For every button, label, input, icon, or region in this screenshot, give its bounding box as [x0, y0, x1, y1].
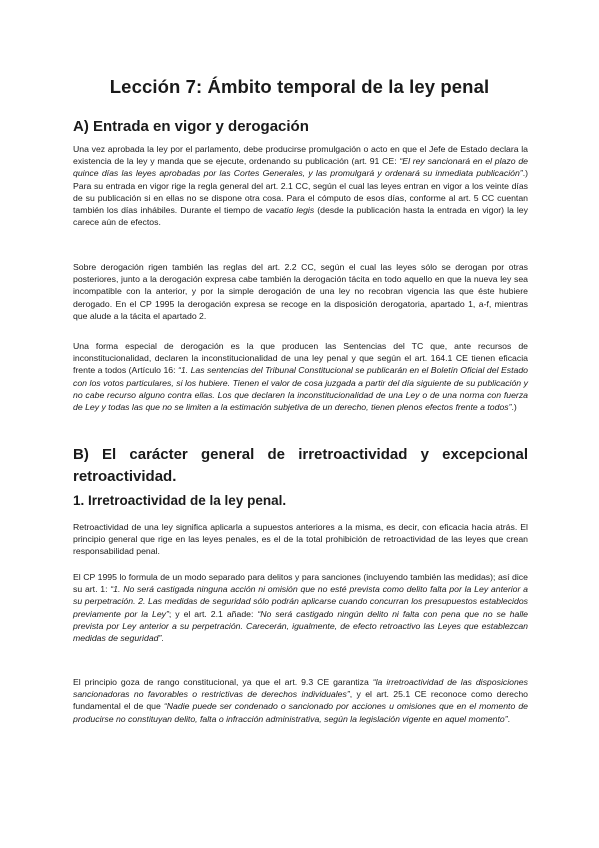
- section-b-heading: B) El carácter general de irretroactividad y excepcional retroactividad.: [73, 446, 528, 485]
- text-run: .: [507, 713, 511, 724]
- paragraph-retroactividad: [73, 521, 528, 558]
- text-run: Una vez aprobada la ley por el parlamento, debe producirse promulgación o acto en que el Jefe de Estado declara la existencia de la ley y manda que se ejecute, ordenando su publicación (art. 91 CE:: [73, 144, 528, 167]
- text-run: , y el art. 25.1 CE reconoce como derecho fundamental el de que: [73, 689, 529, 712]
- quoted-text: “1. No será castigada ninguna acción ni omisión que no esté prevista como delito falta por la Ley anterior a su perpetración. 2. Las medidas de seguridad sólo podrán aplicarse cuando concurran los presupuestos establecidos previamente por la Ley”: [73, 584, 528, 619]
- subsection-1-heading: 1. Irretroactividad de la ley penal.: [73, 493, 287, 508]
- text-run: Sobre derogación rigen también las reglas del art. 2.2 CC, según el cual las leyes sólo se derogan por otras posteriores, junto a la derogación expresa cabe también la derogación tácita en todo aquello en que la nueva ley sea incompatible con la anterior, y por la simple derogación de una ley no recobran vigencia las que éste hubiere derogado. En el CP 1995 la derogación expresa se recoge en la disposición derogatoria, apartado 1, a-f, mientras que alude a la tácita el apartado 2.: [73, 262, 528, 321]
- text-run: .: [161, 633, 164, 644]
- text-run: El CP 1995 lo formula de un modo separado para delitos y para sanciones (incluyendo también las medidas); así dice su art. 1:: [73, 572, 528, 595]
- quoted-text: “El rey sancionará en el plazo de quince días las leyes aprobadas por las Cortes Generales, y las promulgará y ordenará su inmediata publicación”: [73, 156, 528, 179]
- section-a-heading: A) Entrada en vigor y derogación: [73, 118, 309, 135]
- paragraph-entrada-en-vigor: [73, 143, 528, 228]
- paragraph-rango-constitucional: [73, 676, 528, 725]
- text-run: .): [511, 402, 517, 413]
- text-run: Retroactividad de una ley significa aplicarla a supuestos anteriores a la misma, es decir, con eficacia hacia atrás. El principio general que rige en las leyes penales, es el de la total prohibición de retroactividad de las leyes que crean responsabilidad penal.: [73, 522, 528, 557]
- text-run: Una forma especial de derogación es la que producen las Sentencias del TC que, ante recursos de inconstitucionalidad, declaren la inconstitucionalidad de una ley penal y que según el art. 164.1 CE tienen eficacia frente a todos (Artículo 16:: [73, 341, 528, 376]
- quoted-text: “No será castigado ningún delito ni falta con pena que no se halle prevista por Ley anterior a su perpetración. Carecerán, igualmente, de efecto retroactivo las Leyes que establezcan medidas de seguridad”: [73, 608, 529, 644]
- text-run: ; y el art. 2.1 añade:: [168, 608, 258, 619]
- quoted-text: “1. Las sentencias del Tribunal Constitucional se publicarán en el Boletín Oficial del Estado con los votos particulares, si los hubiere. Tienen el valor de cosa juzgada a partir del día siguiente de su publicación y no cabe recurso alguno contra ellas. Los que declaren la inconstitucionalidad de una Ley o de una norma con fuerza de Ley y todas las que no se limiten a la estimación subjetiva de un derecho, tienen plenos efectos frente a todos”: [73, 365, 528, 413]
- page-title: Lección 7: Ámbito temporal de la ley penal: [109, 76, 490, 97]
- text-run: El principio goza de rango constitucional, ya que el art. 9.3 CE garantiza: [73, 677, 373, 687]
- quoted-text: “la irretroactividad de las disposiciones sancionadoras no favorables o restrictivas de derechos individuales”: [73, 677, 528, 700]
- quoted-text: vacatio legis: [265, 205, 315, 216]
- paragraph-cp-1995: [73, 571, 528, 644]
- text-run: .) Para su entrada en vigor rige la regla general del art. 2.1 CC, según el cual las leyes entran en vigor a los veinte días de su publicación si en ellas no se dispone otra cosa. Para el cómputo de esos días, conforme al art. 5 CC cuentan también los días inhábiles. Durante el tiempo de: [73, 168, 528, 216]
- quoted-text: “Nadie puede ser condenado o sancionado por acciones u omisiones que en el momento de producirse no constituyan delito, falta o infracción administrativa, según la legislación vigente en aquel momento”: [73, 701, 528, 724]
- paragraph-derogacion: [73, 261, 528, 322]
- text-run: (desde la publicación hasta la entrada en vigor) la ley carece aún de efectos.: [73, 205, 528, 228]
- paragraph-sentencias-tc: [73, 340, 528, 413]
